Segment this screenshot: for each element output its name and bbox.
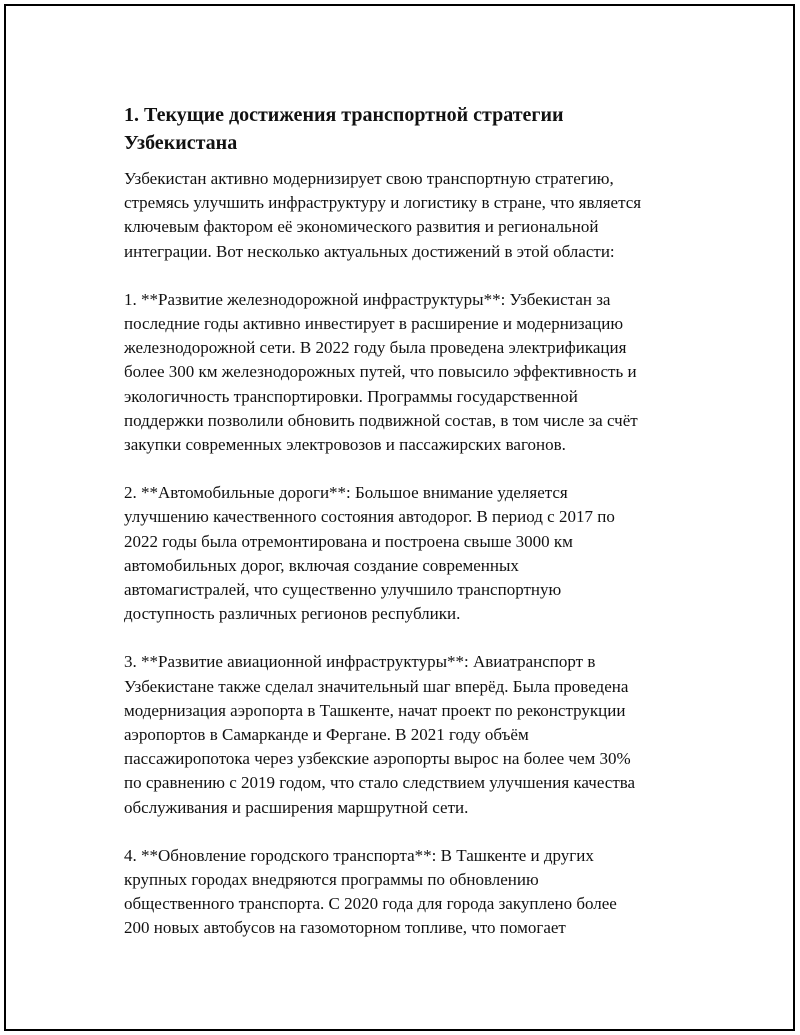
text-line: модернизация аэропорта в Ташкенте, начат проект по реконструкции [124, 700, 626, 720]
text-line: более 300 км железнодорожных путей, что повысило эффективность и [124, 362, 637, 382]
text-line: общественного транспорта. С 2020 года для города закуплено более [124, 894, 617, 914]
text-line: закупки современных электровозов и пассажирских вагонов. [124, 435, 566, 455]
roads-paragraph [124, 481, 694, 626]
text-line: крупных городах внедряются программы по обновлению [124, 870, 539, 890]
text-line: аэропортов в Самарканде и Фергане. В 2021 году объём [124, 725, 529, 745]
text-line: 200 новых автобусов на газомоторном топливе, что помогает [124, 918, 566, 938]
text-line: 1. **Развитие железнодорожной инфраструктуры**: Узбекистан за [124, 289, 611, 309]
text-line: 2022 годы была отремонтирована и построена свыше 3000 км [124, 531, 573, 551]
text-line: Узбекистане также сделал значительный шаг вперёд. Была проведена [124, 676, 629, 696]
text-line: улучшению качественного состояния автодорог. В период с 2017 по [124, 507, 615, 527]
railway-paragraph [124, 288, 694, 457]
text-line: по сравнению с 2019 годом, что стало следствием улучшения качества [124, 773, 636, 793]
heading-line: 1. Текущие достижения транспортной стратегии [124, 104, 564, 126]
text-line: последние годы активно инвестирует в расширение и модернизацию [124, 314, 624, 334]
text-line: 3. **Развитие авиационной инфраструктуры**: Авиатранспорт в [124, 652, 596, 672]
text-line: ключевым фактором её экономического развития и региональной [124, 217, 599, 237]
urban-transport-paragraph [124, 844, 694, 941]
heading-line: Узбекистана [124, 132, 238, 154]
text-line: автомобильных дорог, включая создание современных [124, 555, 519, 575]
text-line: поддержки позволили обновить подвижной состав, в том числе за счёт [124, 410, 638, 430]
text-line: 2. **Автомобильные дороги**: Большое внимание уделяется [124, 483, 568, 503]
text-line: автомагистралей, что существенно улучшило транспортную [124, 580, 562, 600]
text-line: Узбекистан активно модернизирует свою транспортную стратегию, [124, 169, 614, 188]
text-line: доступность различных регионов республики. [124, 604, 461, 624]
text-line: железнодорожной сети. В 2022 году была проведена электрификация [124, 338, 627, 358]
text-line: экологичность транспортировки. Программы государственной [124, 386, 578, 406]
section-heading [124, 101, 694, 157]
text-line: обслуживания и расширения маршрутной сети. [124, 797, 469, 817]
aviation-paragraph [124, 650, 694, 819]
document-body [124, 101, 694, 965]
text-line: 4. **Обновление городского транспорта**: В Ташкенте и других [124, 845, 594, 865]
page-frame [4, 4, 795, 1031]
text-line: интеграции. Вот несколько актуальных достижений в этой области: [124, 241, 615, 261]
intro-paragraph [124, 167, 694, 264]
text-line: пассажиропотока через узбекские аэропорты вырос на более чем 30% [124, 749, 631, 769]
text-line: стремясь улучшить инфраструктуру и логистику в стране, что является [124, 193, 642, 213]
